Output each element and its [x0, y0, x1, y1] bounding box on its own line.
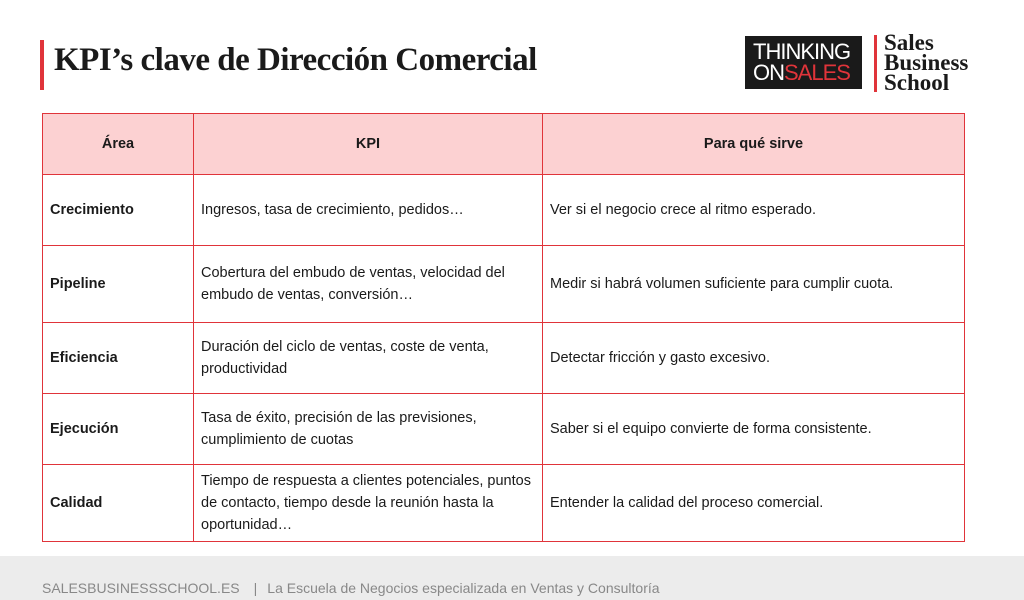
logo-tos-on: ON	[753, 60, 784, 85]
purpose-cell: Entender la calidad del proceso comercial.	[543, 465, 965, 542]
logo-tos-line1: THINKING	[753, 39, 851, 64]
kpi-cell: Cobertura del embudo de ventas, velocidad del embudo de ventas, conversión…	[194, 246, 543, 323]
area-cell: Pipeline	[43, 246, 194, 323]
area-cell: Eficiencia	[43, 323, 194, 394]
purpose-cell: Medir si habrá volumen suficiente para cumplir cuota.	[543, 246, 965, 323]
area-cell: Ejecución	[43, 394, 194, 465]
table-row	[43, 246, 965, 323]
purpose-cell: Detectar fricción y gasto excesivo.	[543, 323, 965, 394]
purpose-cell: Ver si el negocio crece al ritmo esperado.	[543, 175, 965, 246]
thinking-on-sales-logo	[745, 36, 862, 89]
logo-tos-line2	[753, 62, 856, 83]
column-header-area: Área	[43, 114, 194, 175]
table-row	[43, 394, 965, 465]
logo-sbs-line3: School	[884, 70, 950, 95]
table-row	[43, 323, 965, 394]
footer-site: SALESBUSINESSSCHOOL.ES	[42, 580, 240, 596]
logo-sbs-line2: Business	[884, 50, 969, 75]
kpi-cell: Duración del ciclo de ventas, coste de venta, productividad	[194, 323, 543, 394]
footer-text	[42, 580, 660, 596]
title-accent-bar	[40, 40, 44, 90]
table-row	[43, 465, 965, 542]
column-header-purpose: Para qué sirve	[543, 114, 965, 175]
logo-tos-sales: SALES	[784, 60, 850, 85]
kpi-table	[42, 113, 965, 542]
table-row	[43, 175, 965, 246]
logo-divider	[874, 35, 877, 92]
kpi-cell: Tiempo de respuesta a clientes potenciales, puntos de contacto, tiempo desde la reunión hasta la oportunidad…	[194, 465, 543, 542]
footer-separator: |	[253, 580, 258, 596]
page-title: KPI’s clave de Dirección Comercial	[54, 42, 537, 78]
kpi-cell: Tasa de éxito, precisión de las previsiones, cumplimiento de cuotas	[194, 394, 543, 465]
purpose-cell: Saber si el equipo convierte de forma consistente.	[543, 394, 965, 465]
table-header-row	[43, 114, 965, 175]
area-cell: Calidad	[43, 465, 194, 542]
column-header-kpi: KPI	[194, 114, 543, 175]
footer-tagline: La Escuela de Negocios especializada en Ventas y Consultoría	[267, 580, 660, 596]
area-cell: Crecimiento	[43, 175, 194, 246]
sales-business-school-logo	[884, 30, 969, 95]
logo-sbs-line1: Sales	[884, 30, 934, 55]
kpi-cell: Ingresos, tasa de crecimiento, pedidos…	[194, 175, 543, 246]
